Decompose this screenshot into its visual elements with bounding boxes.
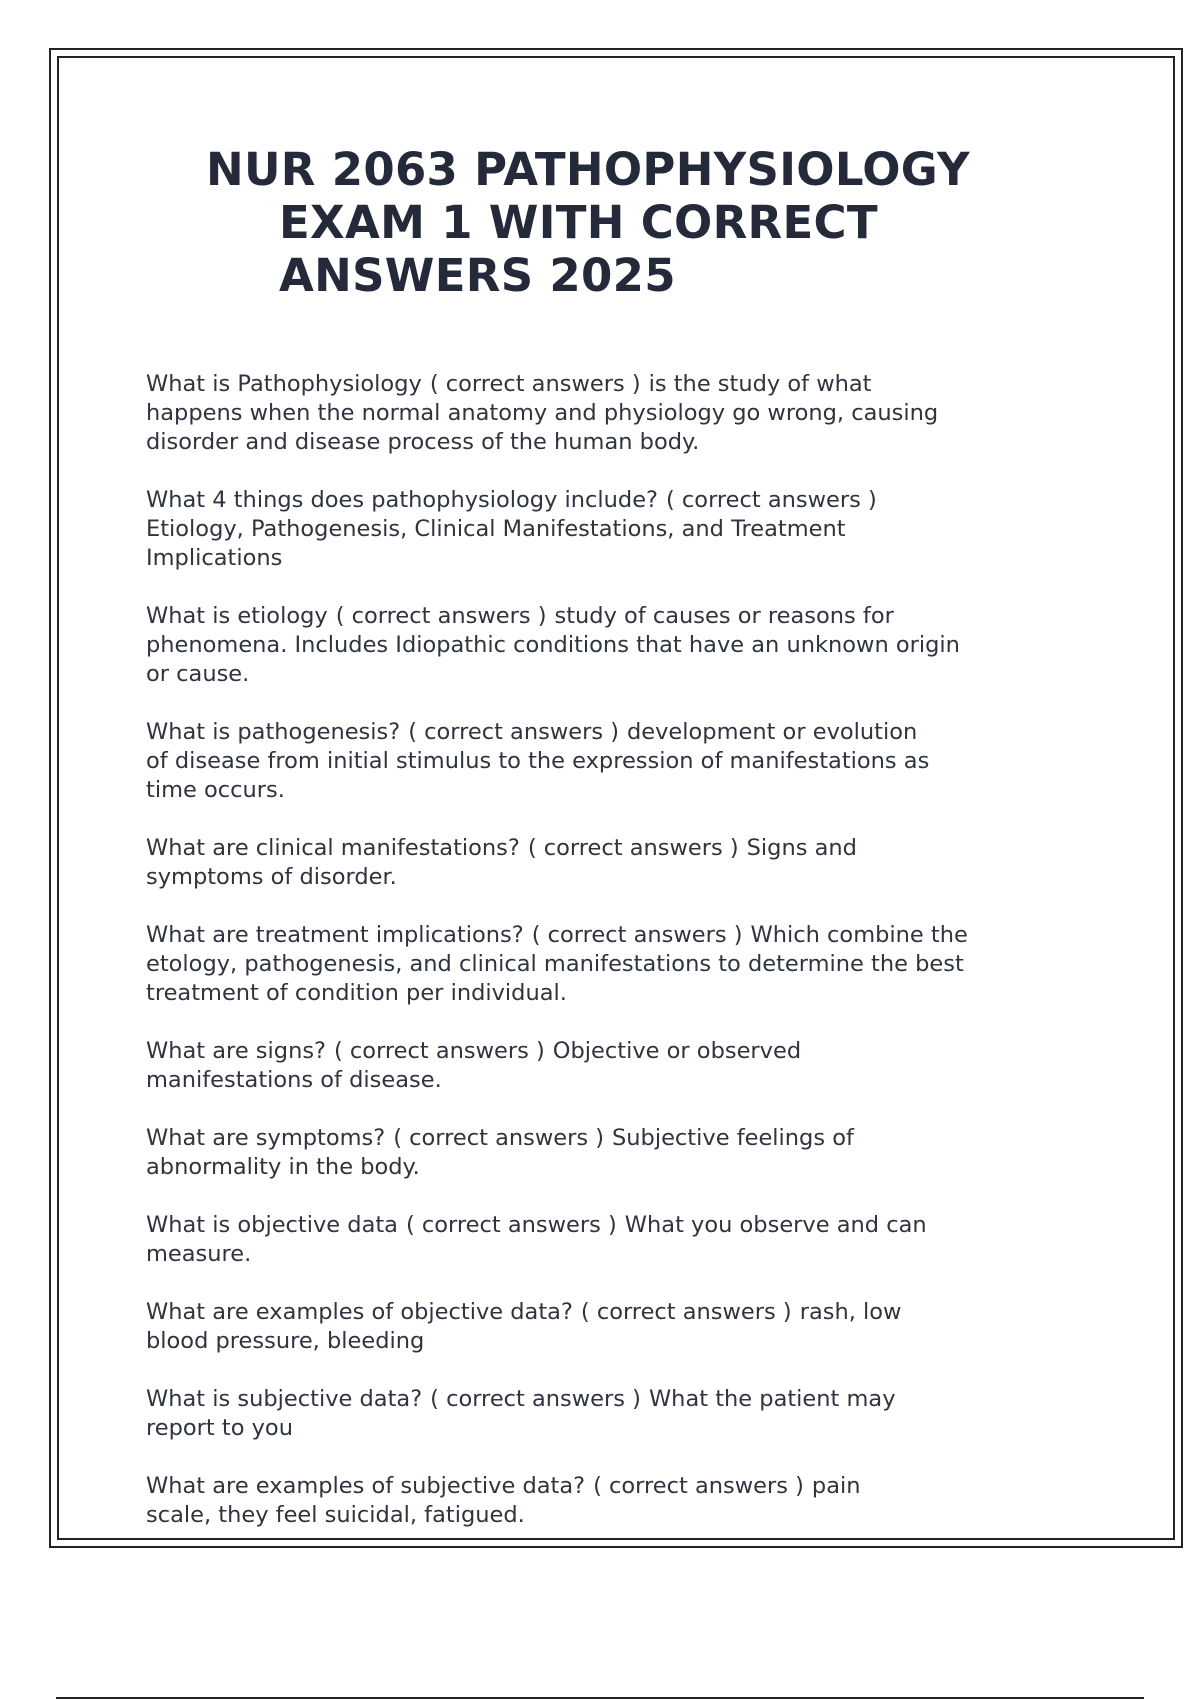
answer-text: Signs and symptoms of disorder. bbox=[146, 835, 857, 890]
question-text: What are symptoms? bbox=[146, 1125, 386, 1151]
title-line-1: NUR 2063 PATHOPHYSIOLOGY bbox=[206, 143, 970, 196]
question-text: What is etiology bbox=[146, 603, 328, 629]
answer-text: Subjective feelings of abnormality in the body. bbox=[146, 1125, 854, 1180]
qa-item bbox=[146, 834, 1086, 892]
correct-answers-marker: ( correct answers ) bbox=[334, 1038, 545, 1064]
question-text: What is objective data bbox=[146, 1212, 398, 1238]
qa-item bbox=[146, 602, 1086, 689]
document-title bbox=[150, 143, 1070, 302]
answer-text: is the study of what happens when the normal anatomy and physiology go wrong, causing disorder and disease process of the human body. bbox=[146, 371, 939, 455]
answer-text: study of causes or reasons for phenomena. Includes Idiopathic conditions that have an unknown origin or cause. bbox=[146, 603, 960, 687]
correct-answers-marker: ( correct answers ) bbox=[429, 371, 641, 397]
qa-item bbox=[146, 1037, 1086, 1095]
answer-text: Etiology, Pathogenesis, Clinical Manifestations, and Treatment Implications bbox=[146, 516, 846, 571]
correct-answers-marker: ( correct answers ) bbox=[593, 1473, 804, 1499]
question-text: What are signs? bbox=[146, 1038, 326, 1064]
correct-answers-marker: ( correct answers ) bbox=[580, 1299, 792, 1325]
question-text: What 4 things does pathophysiology include? bbox=[146, 487, 658, 513]
question-text: What is Pathophysiology bbox=[146, 371, 422, 397]
answer-text: What the patient may report to you bbox=[146, 1386, 896, 1441]
correct-answers-marker: ( correct answers ) bbox=[405, 1212, 617, 1238]
footer-rule bbox=[56, 1697, 1144, 1699]
qa-item bbox=[146, 718, 1086, 805]
title-line-3: ANSWERS 2025 bbox=[279, 249, 676, 302]
qa-item bbox=[146, 1472, 1086, 1530]
title-line-2: EXAM 1 WITH CORRECT bbox=[279, 196, 878, 249]
correct-answers-marker: ( correct answers ) bbox=[531, 922, 743, 948]
question-text: What are examples of objective data? bbox=[146, 1299, 573, 1325]
answer-text: pain scale, they feel suicidal, fatigued. bbox=[146, 1473, 861, 1528]
qa-item bbox=[146, 1124, 1086, 1182]
qa-item bbox=[146, 1211, 1086, 1269]
qa-item bbox=[146, 1298, 1086, 1356]
question-text: What is subjective data? bbox=[146, 1386, 423, 1412]
answer-text: rash, low blood pressure, bleeding bbox=[146, 1299, 902, 1354]
question-text: What are clinical manifestations? bbox=[146, 835, 520, 861]
correct-answers-marker: ( correct answers ) bbox=[393, 1125, 605, 1151]
answer-text: development or evolution of disease from initial stimulus to the expression of manifestations as time occurs. bbox=[146, 719, 930, 803]
qa-item bbox=[146, 1385, 1086, 1443]
answer-text: What you observe and can measure. bbox=[146, 1212, 927, 1267]
correct-answers-marker: ( correct answers ) bbox=[430, 1386, 641, 1412]
question-text: What are examples of subjective data? bbox=[146, 1473, 586, 1499]
answer-text: Which combine the etology, pathogenesis, and clinical manifestations to determine the best treatment of condition per individual. bbox=[146, 922, 968, 1006]
correct-answers-marker: ( correct answers ) bbox=[408, 719, 619, 745]
correct-answers-marker: ( correct answers ) bbox=[335, 603, 547, 629]
correct-answers-marker: ( correct answers ) bbox=[666, 487, 877, 513]
qa-list bbox=[146, 370, 1086, 1559]
correct-answers-marker: ( correct answers ) bbox=[527, 835, 739, 861]
qa-item bbox=[146, 370, 1086, 457]
qa-item bbox=[146, 486, 1086, 573]
question-text: What are treatment implications? bbox=[146, 922, 524, 948]
qa-item bbox=[146, 921, 1086, 1008]
answer-text: Objective or observed manifestations of disease. bbox=[146, 1038, 802, 1093]
question-text: What is pathogenesis? bbox=[146, 719, 401, 745]
